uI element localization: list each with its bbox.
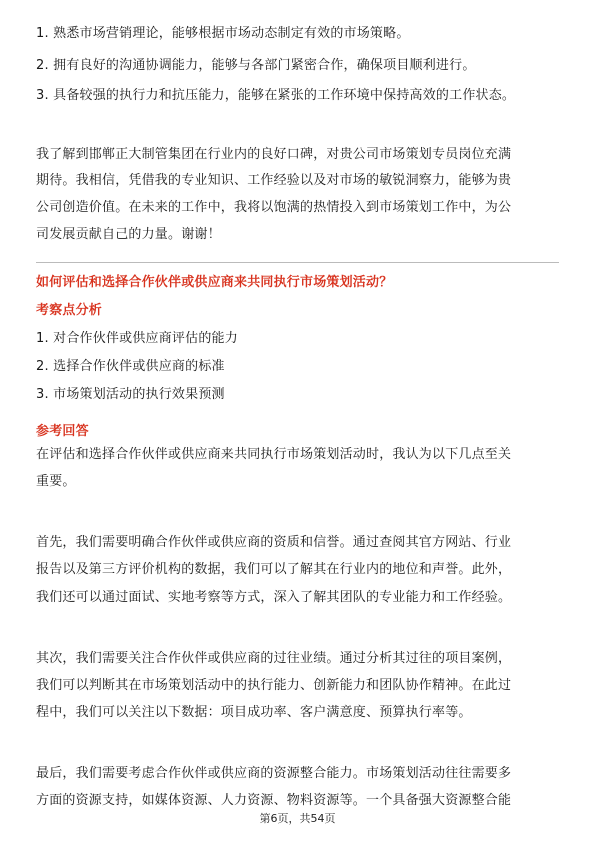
list-item: 3. 市场策划活动的执行效果预测 <box>36 387 225 402</box>
page-footer: 第6页，共54页 <box>259 812 336 825</box>
paragraph-line: 在评估和选择合作伙伴或供应商来共同执行市场策划活动时，我认为以下几点至关 <box>36 447 512 462</box>
analysis-heading: 考察点分析 <box>36 303 103 318</box>
list-item: 2. 拥有良好的沟通协调能力，能够与各部门紧密合作，确保项目顺利进行。 <box>36 58 476 73</box>
answer-heading: 参考回答 <box>36 424 89 439</box>
paragraph-line: 司发展贡献自己的力量。谢谢！ <box>36 227 221 242</box>
paragraph-line: 我们还可以通过面试、实地考察等方式，深入了解其团队的专业能力和工作经验。 <box>36 590 512 605</box>
paragraph-line: 重要。 <box>36 474 76 489</box>
paragraph-line: 最后，我们需要考虑合作伙伴或供应商的资源整合能力。市场策划活动往往需要多 <box>36 766 512 781</box>
list-item: 1. 对合作伙伴或供应商评估的能力 <box>36 331 238 346</box>
list-item: 3. 具备较强的执行力和抗压能力，能够在紧张的工作环境中保持高效的工作状态。 <box>36 88 516 103</box>
paragraph-line: 公司创造价值。在未来的工作中，我将以饱满的热情投入到市场策划工作中，为公 <box>36 200 512 215</box>
paragraph-line: 我了解到邯郸正大制管集团在行业内的良好口碑，对贵公司市场策划专员岗位充满 <box>36 147 512 162</box>
question-title: 如何评估和选择合作伙伴或供应商来共同执行市场策划活动？ <box>36 275 393 290</box>
paragraph-line: 程中，我们可以关注以下数据：项目成功率、客户满意度、预算执行率等。 <box>36 705 472 720</box>
paragraph-line: 报告以及第三方评价机构的数据，我们可以了解其在行业内的地位和声誉。此外， <box>36 562 512 577</box>
paragraph-line: 我们可以判断其在市场策划活动中的执行能力、创新能力和团队协作精神。在此过 <box>36 678 512 693</box>
paragraph-line: 其次，我们需要关注合作伙伴或供应商的过往业绩。通过分析其过往的项目案例， <box>36 651 512 666</box>
paragraph-line: 首先，我们需要明确合作伙伴或供应商的资质和信誉。通过查阅其官方网站、行业 <box>36 535 512 550</box>
list-item: 2. 选择合作伙伴或供应商的标准 <box>36 359 225 374</box>
paragraph-line: 方面的资源支持，如媒体资源、人力资源、物料资源等。一个具备强大资源整合能 <box>36 793 512 808</box>
paragraph-line: 期待。我相信，凭借我的专业知识、工作经验以及对市场的敏锐洞察力，能够为贵 <box>36 173 512 188</box>
section-divider <box>36 262 559 263</box>
list-item: 1. 熟悉市场营销理论，能够根据市场动态制定有效的市场策略。 <box>36 26 410 41</box>
